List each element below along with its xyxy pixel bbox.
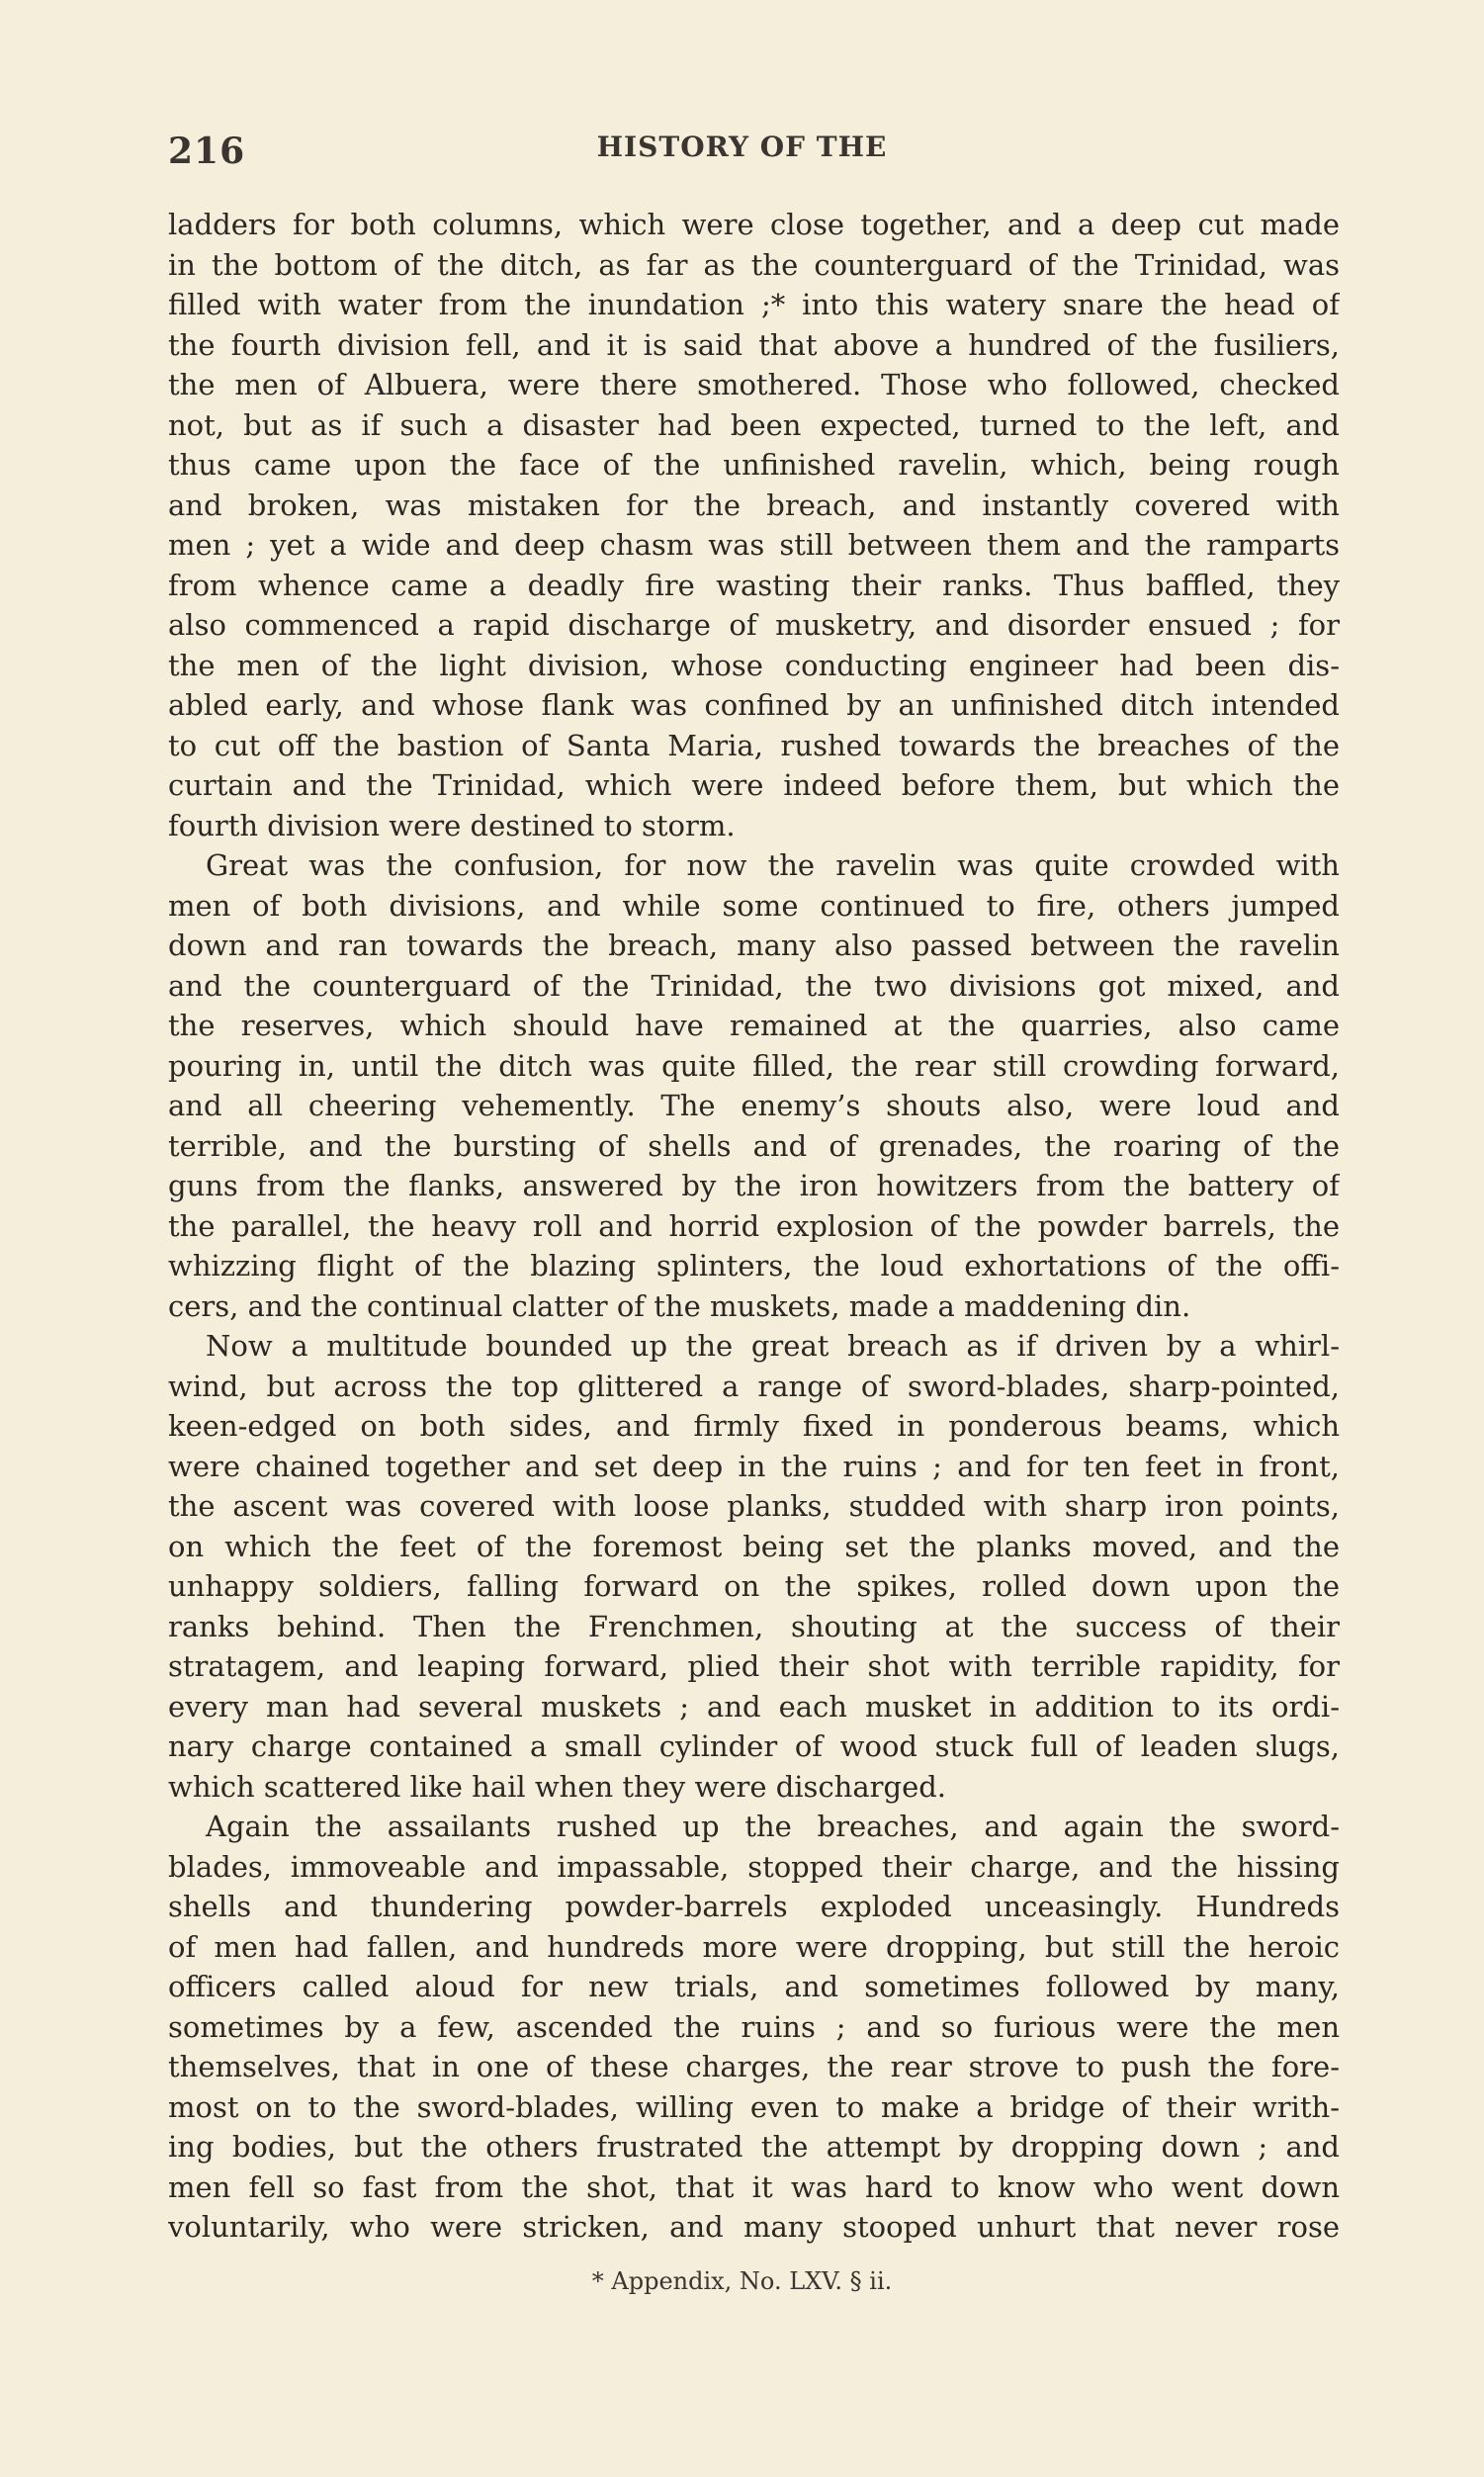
text-line: the men of the light division, whose conducting engineer had been dis- (168, 648, 1340, 682)
text-line: from whence came a deadly fire wasting their ranks. Thus baffled, they (168, 568, 1340, 602)
text-line: men ; yet a wide and deep chasm was still between them and the ramparts (168, 528, 1340, 562)
text-line: curtain and the Trinidad, which were indeed before them, but which the (168, 768, 1340, 802)
text-line: guns from the flanks, answered by the iron howitzers from the battery of (168, 1169, 1340, 1202)
text-line: of men had fallen, and hundreds more were dropping, but still the heroic (168, 1929, 1340, 1964)
text-line: shells and thundering powder-barrels exploded unceasingly. Hundreds (168, 1890, 1340, 1923)
text-line: and the counterguard of the Trinidad, the two divisions got mixed, and (168, 968, 1340, 1003)
text-line: ladders for both columns, which were close together, and a deep cut made (168, 208, 1340, 241)
text-line: themselves, that in one of these charges, the rear strove to push the fore- (168, 2050, 1340, 2083)
text-line: blades, immoveable and impassable, stopped their charge, and the hissing (168, 1849, 1340, 1884)
text-line: keen-edged on both sides, and firmly fixed in ponderous beams, which (168, 1409, 1340, 1443)
text-line: unhappy soldiers, falling forward on the spikes, rolled down upon the (168, 1569, 1340, 1603)
text-line: abled early, and whose flank was confined by an unfinished ditch intended (168, 688, 1340, 722)
page-number: 216 (168, 131, 246, 172)
text-line: men fell so fast from the shot, that it was hard to know who went down (168, 2169, 1340, 2204)
text-line: terrible, and the bursting of shells and of grenades, the roaring of the (168, 1128, 1340, 1163)
text-line: ranks behind. Then the Frenchmen, shouting at the success of their (168, 1609, 1340, 1643)
text-line: pouring in, until the ditch was quite filled, the rear still crowding forward, (168, 1048, 1340, 1083)
text-line: voluntarily, who were stricken, and many stooped unhurt that never rose (168, 2210, 1340, 2244)
paragraph-first-line: Great was the confusion, for now the ravelin was quite crowded with (206, 848, 1340, 882)
text-line: thus came upon the face of the unfinished ravelin, which, being rough (168, 448, 1340, 482)
body-text (168, 205, 1340, 2248)
text-line: to cut off the bastion of Santa Maria, rushed towards the breaches of the (168, 728, 1340, 762)
footnote: * Appendix, No. LXV. § ii. (591, 2267, 893, 2295)
text-line: the ascent was covered with loose planks, studded with sharp iron points, (168, 1489, 1340, 1523)
text-line: also commenced a rapid discharge of musketry, and disorder ensued ; for (168, 608, 1340, 642)
text-line: nary charge contained a small cylinder of wood stuck full of leaden slugs, (168, 1729, 1340, 1763)
text-line: whizzing flight of the blazing splinters, the loud exhortations of the offi- (168, 1249, 1340, 1283)
paragraph-first-line: Now a multitude bounded up the great breach as if driven by a whirl- (206, 1329, 1340, 1363)
text-line: were chained together and set deep in the ruins ; and for ten feet in front, (168, 1449, 1340, 1483)
paragraph-last-line: which scattered like hail when they were discharged. (168, 1769, 947, 1804)
paragraph-first-line: Again the assailants rushed up the breaches, and again the sword- (206, 1810, 1340, 1843)
text-line: the reserves, which should have remained at the quarries, also came (168, 1009, 1340, 1042)
paragraph-last-line: fourth division were destined to storm. (168, 808, 736, 842)
text-line: most on to the sword-blades, willing even to make a bridge of their writh- (168, 2089, 1340, 2124)
text-line: ing bodies, but the others frustrated the attempt by dropping down ; and (168, 2130, 1340, 2164)
running-title: HISTORY OF THE (596, 131, 888, 163)
text-line: sometimes by a few, ascended the ruins ; and so furious were the men (168, 2009, 1340, 2044)
text-line: not, but as if such a disaster had been expected, turned to the left, and (168, 407, 1340, 442)
text-line: the parallel, the heavy roll and horrid explosion of the powder barrels, the (168, 1208, 1340, 1243)
text-line: men of both divisions, and while some continued to fire, others jumped (168, 888, 1340, 923)
text-line: the fourth division fell, and it is said that above a hundred of the fusiliers, (168, 327, 1340, 362)
text-line: the men of Albuera, were there smothered. Those who followed, checked (168, 368, 1340, 401)
text-line: filled with water from the inundation ;* into this watery snare the head of (168, 288, 1340, 321)
text-line: officers called aloud for new trials, and sometimes followed by many, (168, 1970, 1340, 2003)
text-line: wind, but across the top glittered a range of sword-blades, sharp-pointed, (168, 1369, 1340, 1403)
text-line: stratagem, and leaping forward, plied their shot with terrible rapidity, for (168, 1649, 1340, 1683)
text-line: in the bottom of the ditch, as far as the counterguard of the Trinidad, was (168, 247, 1340, 282)
text-line: and all cheering vehemently. The enemy’s shouts also, were loud and (168, 1089, 1340, 1122)
text-line: on which the feet of the foremost being set the planks moved, and the (168, 1529, 1340, 1563)
text-line: and broken, was mistaken for the breach, and instantly covered with (168, 487, 1340, 522)
paragraph-last-line: cers, and the continual clatter of the muskets, made a maddening din. (168, 1288, 1191, 1323)
text-line: every man had several muskets ; and each musket in addition to its ordi- (168, 1689, 1340, 1724)
text-line: down and ran towards the breach, many also passed between the ravelin (168, 929, 1340, 962)
